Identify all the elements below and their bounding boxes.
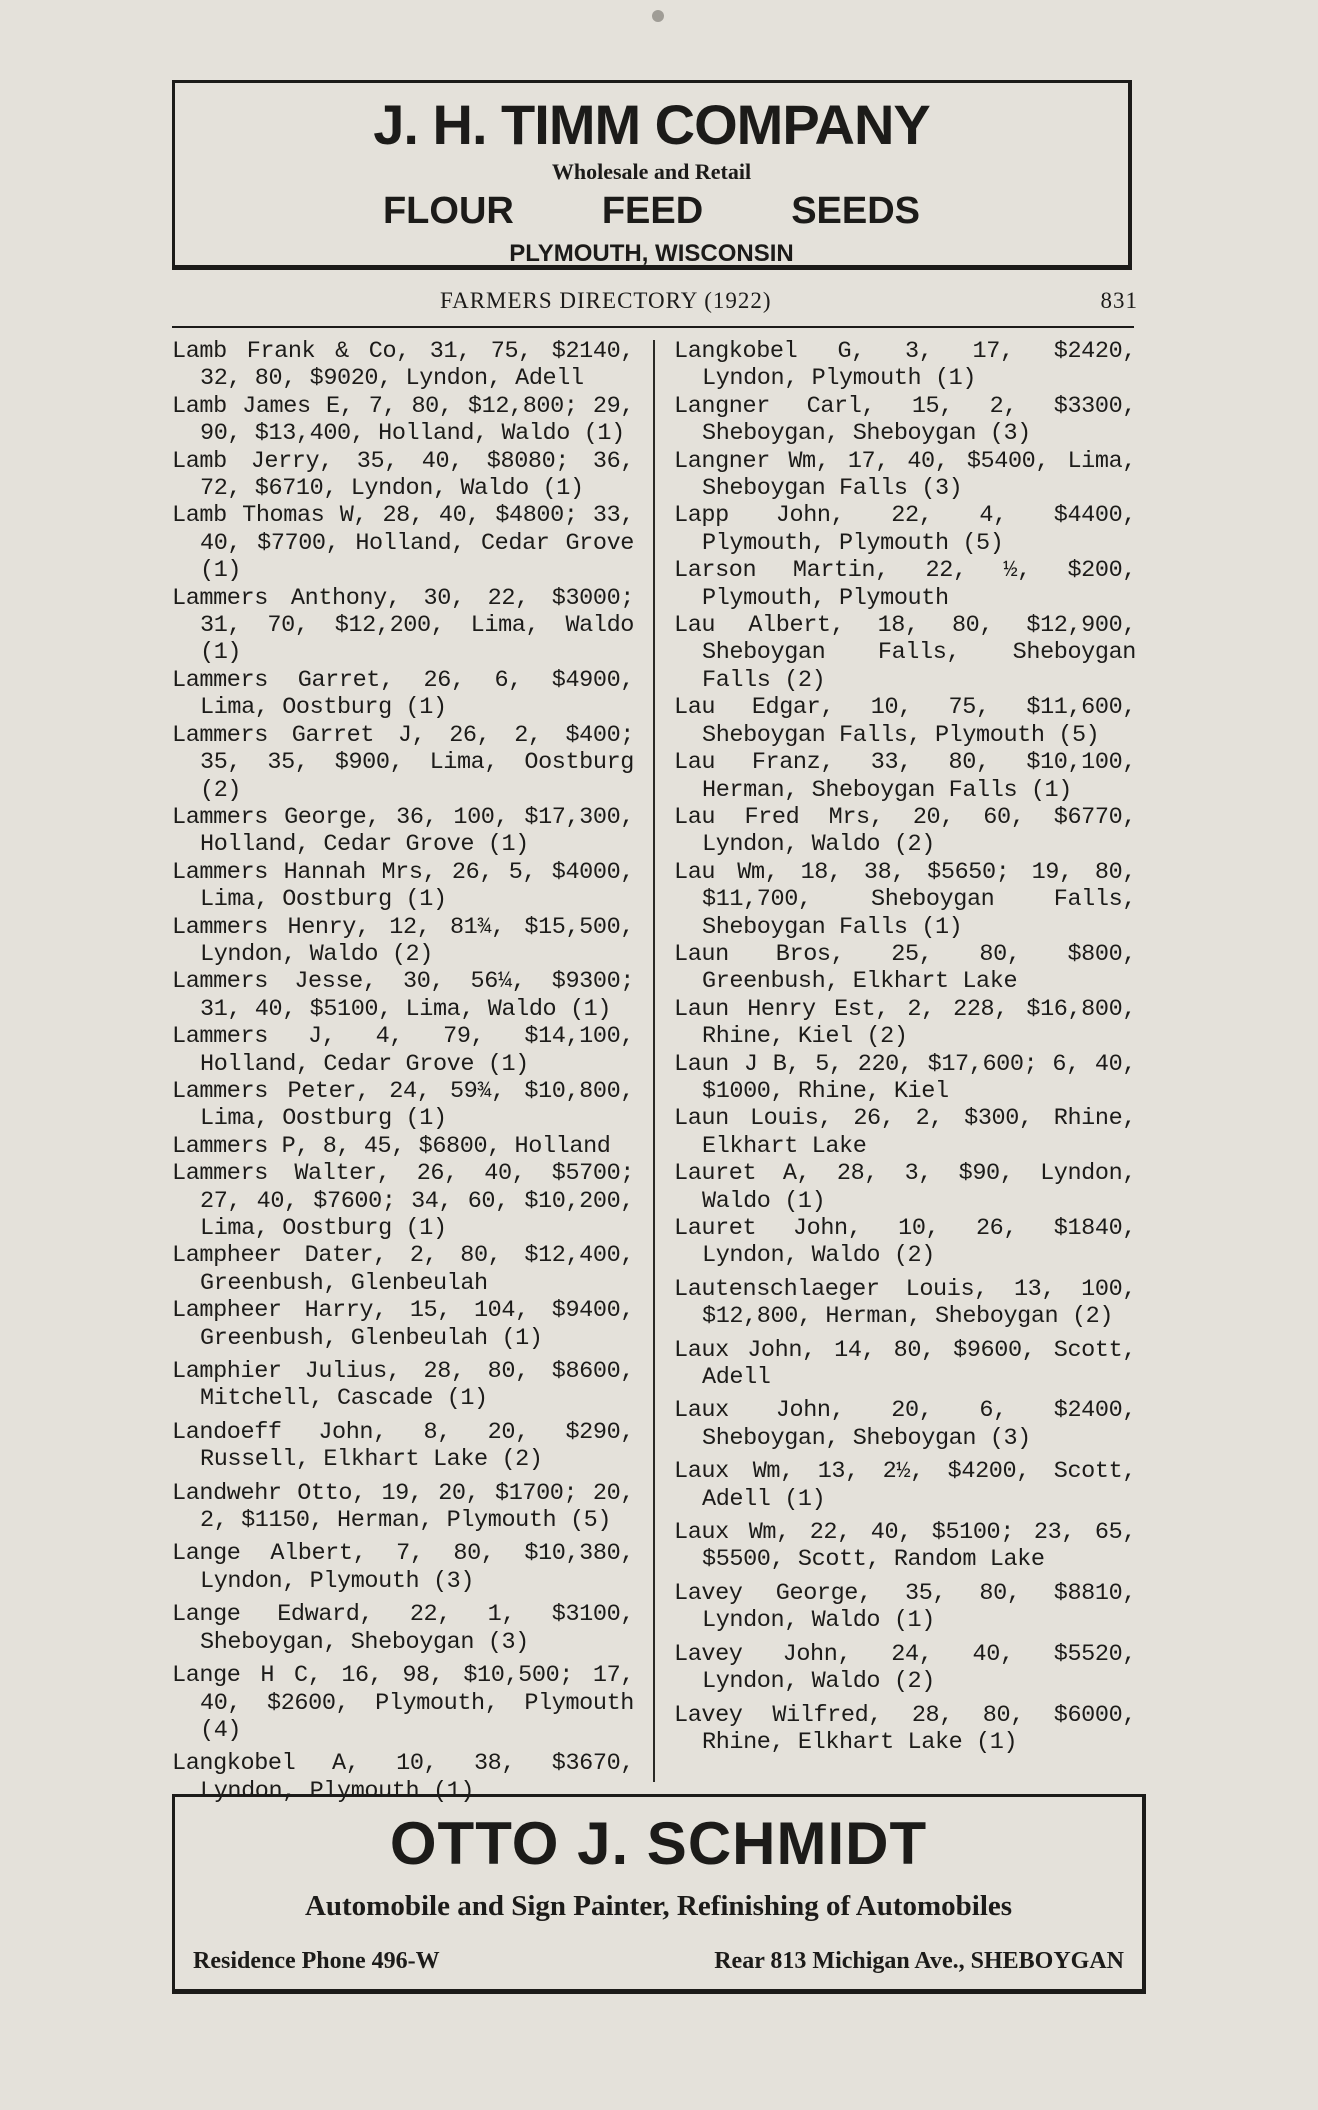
right-column: [674, 338, 1136, 1756]
ad-products: [175, 189, 1128, 233]
directory-entry: Laun Henry Est, 2, 228, $16,800, Rhine, Kiel (2): [674, 995, 1136, 1051]
directory-entry: Lamb Thomas W, 28, 40, $4800; 33, 40, $7700, Holland, Cedar Grove (1): [172, 502, 634, 585]
directory-entry: Lammers Garret, 26, 6, $4900, Lima, Oostburg (1): [172, 666, 634, 722]
directory-entry: Lauret A, 28, 3, $90, Lyndon, Waldo (1): [674, 1160, 1136, 1215]
directory-entry: Lange Edward, 22, 1, $3100, Sheboygan, Sheboygan (3): [172, 1601, 634, 1656]
directory-entry: Lammers Peter, 24, 59¾, $10,800, Lima, Oostburg (1): [172, 1077, 634, 1133]
directory-entry: Lamb James E, 7, 80, $12,800; 29, 90, $13,400, Holland, Waldo (1): [172, 392, 634, 448]
directory-entry: Lapp John, 22, 4, $4400, Plymouth, Plymouth (5): [674, 502, 1136, 557]
column-divider: [653, 340, 655, 1782]
directory-entry: Langkobel A, 10, 38, $3670, Lyndon, Plymouth (1): [172, 1750, 634, 1805]
directory-entry: Langkobel G, 3, 17, $2420, Lyndon, Plymouth (1): [674, 338, 1136, 393]
directory-entry: Laun J B, 5, 220, $17,600; 6, 40, $1000, Rhine, Kiel: [674, 1050, 1136, 1105]
ad-schmidt-services: Automobile and Sign Painter, Refinishing of Automobiles: [304, 1890, 1013, 1922]
directory-entry: Lauret John, 10, 26, $1840, Lyndon, Waldo (2): [674, 1215, 1136, 1270]
directory-entry: Lavey Wilfred, 28, 80, $6000, Rhine, Elkhart Lake (1): [674, 1701, 1136, 1756]
directory-entry: Lammers Garret J, 26, 2, $400; 35, 35, $900, Lima, Oostburg (2): [172, 721, 634, 804]
ad-schmidt-name: OTTO J. SCHMIDT: [389, 1810, 928, 1877]
directory-entry: Lamb Frank & Co, 31, 75, $2140, 32, 80, $9020, Lyndon, Adell: [172, 338, 634, 393]
page-number: 831: [1100, 288, 1138, 313]
directory-title: FARMERS DIRECTORY (1922): [440, 288, 772, 313]
directory-entry: Lammers Anthony, 30, 22, $3000; 31, 70, $12,200, Lima, Waldo (1): [172, 584, 634, 667]
directory-entry: Lammers Jesse, 30, 56¼, $9300; 31, 40, $5100, Lima, Waldo (1): [172, 968, 634, 1023]
directory-entry: Lange Albert, 7, 80, $10,380, Lyndon, Plymouth (3): [172, 1540, 634, 1595]
directory-entry: Landoeff John, 8, 20, $290, Russell, Elkhart Lake (2): [172, 1418, 634, 1474]
directory-entry: Landwehr Otto, 19, 20, $1700; 20, 2, $1150, Herman, Plymouth (5): [172, 1479, 634, 1535]
timm-company-ad: [172, 80, 1132, 270]
directory-entry: Lampheer Dater, 2, 80, $12,400, Greenbush, Glenbeulah: [172, 1242, 634, 1297]
directory-entry: Langner Wm, 17, 40, $5400, Lima, Sheboygan Falls (3): [674, 447, 1136, 503]
directory-entry: Lamb Jerry, 35, 40, $8080; 36, 72, $6710, Lyndon, Waldo (1): [172, 447, 634, 503]
directory-entry: Laux Wm, 13, 2½, $4200, Scott, Adell (1): [674, 1458, 1136, 1513]
directory-entry: Lammers Walter, 26, 40, $5700; 27, 40, $7600; 34, 60, $10,200, Lima, Oostburg (1): [172, 1160, 634, 1242]
running-head: [172, 288, 1138, 322]
ad-schmidt-address: Rear 813 Michigan Ave., SHEBOYGAN: [714, 1948, 1124, 1974]
directory-entry: Lau Fred Mrs, 20, 60, $6770, Lyndon, Waldo (2): [674, 803, 1136, 859]
directory-entry: Lavey George, 35, 80, $8810, Lyndon, Waldo (1): [674, 1579, 1136, 1635]
directory-entry: Lammers Henry, 12, 81¾, $15,500, Lyndon, Waldo (2): [172, 913, 634, 968]
left-column: [172, 338, 634, 1805]
directory-entry: Lau Albert, 18, 80, $12,900, Sheboygan Falls, Sheboygan Falls (2): [674, 612, 1136, 694]
directory-entry: Laun Louis, 26, 2, $300, Rhine, Elkhart Lake: [674, 1105, 1136, 1160]
directory-entry: Lau Wm, 18, 38, $5650; 19, 80, $11,700, Sheboygan Falls, Sheboygan Falls (1): [674, 858, 1136, 941]
directory-entry: Lau Edgar, 10, 75, $11,600, Sheboygan Falls, Plymouth (5): [674, 694, 1136, 749]
directory-entry: Lammers J, 4, 79, $14,100, Holland, Cedar Grove (1): [172, 1023, 634, 1078]
ad-schmidt-phone: Residence Phone 496-W: [193, 1948, 440, 1974]
directory-entry: Laux Wm, 22, 40, $5100; 23, 65, $5500, Scott, Random Lake: [674, 1519, 1136, 1574]
directory-entry: Lange H C, 16, 98, $10,500; 17, 40, $2600, Plymouth, Plymouth (4): [172, 1662, 634, 1744]
ad-product-seeds: SEEDS: [791, 190, 921, 232]
directory-entry: Lavey John, 24, 40, $5520, Lyndon, Waldo (2): [674, 1640, 1136, 1696]
ad-subtitle: Wholesale and Retail: [551, 159, 752, 184]
directory-entry: Laux John, 20, 6, $2400, Sheboygan, Sheboygan (3): [674, 1397, 1136, 1452]
schmidt-ad: [172, 1794, 1146, 1994]
directory-entry: Lamphier Julius, 28, 80, $8600, Mitchell, Cascade (1): [172, 1358, 634, 1413]
ad-schmidt-contact: [175, 1947, 1142, 1975]
directory-entry: Lammers George, 36, 100, $17,300, Holland, Cedar Grove (1): [172, 803, 634, 859]
binding-dot: [652, 10, 664, 22]
directory-entry: Lammers Hannah Mrs, 26, 5, $4000, Lima, Oostburg (1): [172, 858, 634, 914]
directory-entry: Lautenschlaeger Louis, 13, 100, $12,800, Herman, Sheboygan (2): [674, 1275, 1136, 1331]
directory-entry: Laun Bros, 25, 80, $800, Greenbush, Elkhart Lake: [674, 940, 1136, 996]
directory-entry: Lammers P, 8, 45, $6800, Holland: [172, 1132, 611, 1160]
directory-entry: Lampheer Harry, 15, 104, $9400, Greenbush, Glenbeulah (1): [172, 1297, 634, 1352]
ad-location: PLYMOUTH, WISCONSIN: [509, 240, 794, 267]
ad-product-feed: FEED: [601, 190, 704, 232]
directory-entry: Laux John, 14, 80, $9600, Scott, Adell: [674, 1336, 1136, 1392]
header-rule: [172, 326, 1134, 328]
directory-entry: Larson Martin, 22, ½, $200, Plymouth, Plymouth: [674, 557, 1136, 612]
directory-entry: Langner Carl, 15, 2, $3300, Sheboygan, Sheboygan (3): [674, 392, 1136, 448]
directory-entry: Lau Franz, 33, 80, $10,100, Herman, Sheboygan Falls (1): [674, 749, 1136, 804]
ad-company-name: J. H. TIMM COMPANY: [373, 93, 930, 156]
ad-product-flour: FLOUR: [382, 190, 514, 232]
